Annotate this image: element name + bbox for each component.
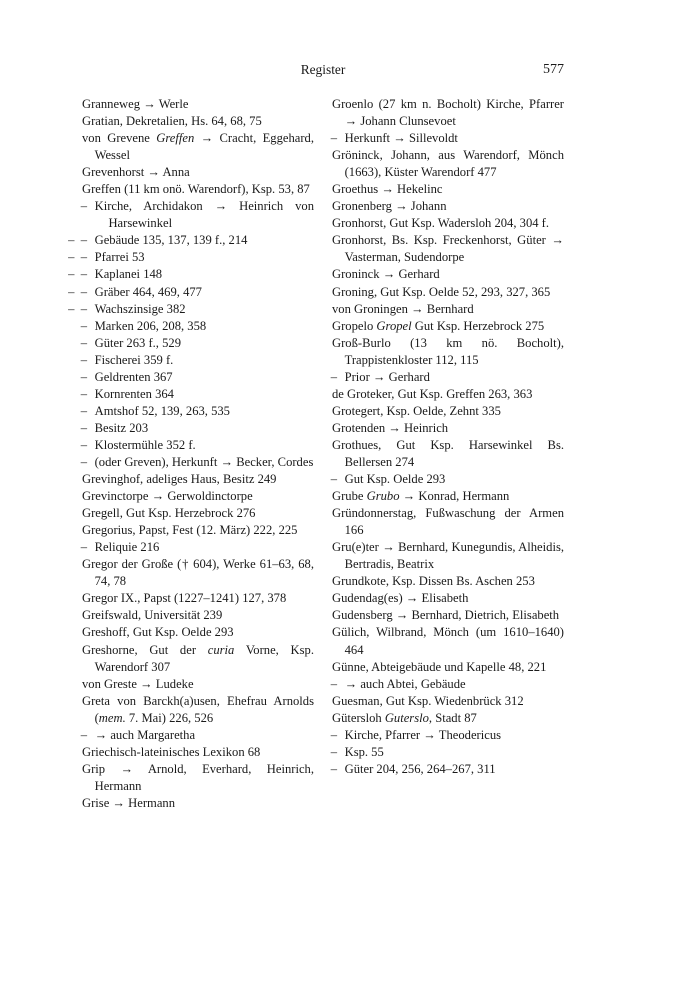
entry-text: → Cracht, Eggehard, Wessel	[94, 131, 314, 163]
index-entry: – Kirche, Pfarrer → Theodericus	[330, 727, 502, 742]
index-entry	[332, 573, 564, 590]
index-entry: – Reliquie 216	[80, 540, 160, 555]
entry-text: Grundkote, Ksp. Dissen Bs. Aschen 253	[332, 574, 535, 589]
entry-text: von Groningen → Bernhard	[332, 301, 474, 316]
entry-text: Gröninck, Johann, aus Warendorf, Mönch (1663), Küster Warendorf 477	[332, 148, 564, 180]
index-entry: – – Gebäude 135, 137, 139 f., 214	[68, 233, 248, 248]
index-entry: – → auch Abtei, Gebäude	[330, 676, 466, 691]
index-entry	[82, 181, 314, 198]
entry-text: de Groteker, Gut Ksp. Greffen 263, 363	[332, 386, 533, 401]
entry-text: Güter 204, 256, 264–267, 311	[344, 761, 496, 776]
entry-text: Gütersloh	[332, 710, 385, 725]
entry-italic-text: Greffen	[156, 131, 195, 146]
entry-text: Gregorius, Papst, Fest (12. März) 222, 225	[82, 523, 298, 538]
entry-text: Gudensberg → Bernhard, Dietrich, Elisabeth	[332, 608, 560, 623]
index-entry	[332, 147, 564, 181]
entry-text: Güter 263 f., 529	[94, 335, 181, 350]
entry-text: Geldrenten 367	[94, 369, 173, 384]
entry-text: Groenlo (27 km n. Bocholt) Kirche, Pfarrer → Johann Clunsevoet	[332, 97, 564, 129]
entry-text: Grothues, Gut Ksp. Harsewinkel Bs. Bellersen 274	[332, 437, 564, 469]
index-entry: – Güter 204, 256, 264–267, 311	[330, 761, 496, 776]
index-entry	[82, 556, 314, 590]
entry-text: Kaplanei 148	[94, 267, 163, 282]
header-title: Register	[300, 62, 346, 77]
entry-text: Groninck → Gerhard	[332, 267, 440, 282]
entry-text: Gregell, Gut Ksp. Herzebrock 276	[82, 506, 256, 521]
index-entry	[332, 437, 564, 471]
index-entry	[82, 96, 314, 113]
entry-text: Greshoff, Gut Ksp. Oelde 293	[82, 625, 234, 640]
index-column-left	[68, 96, 314, 812]
index-entry: – Prior → Gerhard	[330, 369, 430, 384]
index-entry: – → auch Margaretha	[80, 727, 196, 742]
index-entry: – Herkunft → Sillevoldt	[330, 131, 458, 146]
entry-text: Grevenhorst → Anna	[82, 165, 190, 180]
index-entry	[332, 335, 564, 369]
entry-text: Pfarrei 53	[94, 250, 145, 265]
index-entry	[332, 624, 564, 658]
index-entry	[332, 96, 564, 130]
index-entry	[82, 505, 314, 522]
entry-text: Gronhorst, Gut Ksp. Wadersloh 204, 304 f.	[332, 216, 550, 231]
index-entry	[332, 590, 564, 607]
entry-text: Marken 206, 208, 358	[94, 318, 207, 333]
index-entry	[332, 505, 564, 539]
entry-text: Groning, Gut Ksp. Oelde 52, 293, 327, 365	[332, 284, 551, 299]
entry-text: Grotegert, Ksp. Oelde, Zehnt 335	[332, 403, 501, 418]
index-entry	[332, 318, 564, 335]
entry-text: Gräber 464, 469, 477	[94, 284, 202, 299]
entry-text: Grise → Hermann	[82, 795, 176, 810]
index-entry	[82, 607, 314, 624]
entry-text: Grevinctorpe → Gerwoldinctorpe	[82, 489, 253, 504]
entry-text: Granneweg → Werle	[82, 97, 189, 111]
index-entry	[82, 113, 314, 130]
index-entry: – – Kaplanei 148	[68, 267, 163, 282]
entry-text: Reliquie 216	[94, 540, 160, 555]
entry-text: Günne, Abteigebäude und Kapelle 48, 221	[332, 659, 547, 674]
index-entry	[332, 607, 564, 624]
entry-text: Griechisch-lateinisches Lexikon 68	[82, 744, 261, 759]
entry-text: Gregor der Große († 604), Werke 61–63, 68, 74, 78	[82, 557, 314, 589]
entry-text: Gru(e)ter → Bernhard, Kunegundis, Alheidis, Bertradis, Beatrix	[332, 540, 564, 572]
page-number: 577	[543, 62, 564, 77]
entry-italic-text: Guterslo	[384, 710, 429, 725]
index-entry: – Kornrenten 364	[80, 386, 174, 401]
entry-text: , Stadt 87	[428, 710, 477, 725]
entry-text: → auch Abtei, Gebäude	[344, 676, 466, 691]
entry-text: von Greste → Ludeke	[82, 676, 194, 691]
index-entry	[82, 488, 314, 505]
entry-text: Gut Ksp. Herzebrock 275	[411, 318, 545, 333]
index-entry	[82, 130, 314, 164]
entry-text: Grube	[332, 489, 367, 504]
entry-text: Klostermühle 352 f.	[94, 437, 196, 452]
index-entry	[332, 403, 564, 420]
index-entry: – Ksp. 55	[330, 744, 384, 759]
index-entry	[332, 386, 564, 403]
entry-text: Greta von Barckh(a)usen, Ehefrau Arnolds (	[82, 693, 314, 725]
entry-text: Groß-Burlo (13 km nö. Bocholt), Trappistenkloster 112, 115	[332, 335, 564, 367]
entry-text: Grip → Arnold, Everhard, Heinrich, Hermann	[82, 761, 314, 793]
entry-text: Greshorne, Gut der	[82, 642, 208, 657]
entry-text: Amtshof 52, 139, 263, 535	[94, 403, 230, 418]
entry-text: → Konrad, Hermann	[399, 489, 510, 504]
entry-italic-text: Gropel	[376, 318, 412, 333]
entry-text: Gronhorst, Bs. Ksp. Freckenhorst, Güter → Vasterman, Sudendorpe	[332, 233, 564, 265]
index-entry: – Besitz 203	[80, 420, 149, 435]
index-entry	[82, 761, 314, 795]
entry-text: Grotenden → Heinrich	[332, 420, 449, 435]
index-entry: – Klostermühle 352 f.	[80, 437, 196, 452]
entry-text: Gropelo	[332, 318, 377, 333]
index-entry	[82, 522, 314, 539]
entry-text: Greifswald, Universität 239	[82, 608, 223, 623]
entry-text: Fischerei 359 f.	[94, 352, 174, 367]
entry-text: Gründonnerstag, Fußwaschung der Armen 166	[332, 506, 564, 538]
index-entry	[332, 284, 564, 301]
running-header	[82, 62, 564, 82]
entry-text: Gratian, Dekretalien, Hs. 64, 68, 75	[82, 114, 262, 129]
index-entry	[332, 659, 564, 676]
index-entry	[82, 795, 314, 812]
index-entry	[82, 693, 314, 727]
index-entry: – – Gräber 464, 469, 477	[68, 284, 202, 299]
entry-text: Gregor IX., Papst (1227–1241) 127, 378	[82, 591, 287, 606]
entry-text: Kirche, Pfarrer → Theodericus	[344, 727, 502, 742]
index-entry: – Amtshof 52, 139, 263, 535	[80, 403, 230, 418]
index-entry	[332, 488, 564, 505]
entry-italic-text: mem.	[98, 710, 126, 725]
index-entry	[332, 232, 564, 266]
entry-text: Gudendag(es) → Elisabeth	[332, 591, 469, 606]
entry-text: Kornrenten 364	[94, 386, 174, 401]
entry-text: Grevinghof, adeliges Haus, Besitz 249	[82, 472, 277, 487]
index-entry	[332, 693, 564, 710]
index-entry: – – Pfarrei 53	[68, 250, 145, 265]
index-entry: – Kirche, Archidakon → Heinrich von Harsewinkel	[80, 199, 314, 231]
entry-text: Groethus → Hekelinc	[332, 182, 443, 197]
index-entry	[332, 539, 564, 573]
entry-text: Vorne, Ksp. Warendorf 307	[94, 642, 314, 674]
entry-text: Gülich, Wilbrand, Mönch (um 1610–1640) 464	[332, 625, 564, 657]
entry-text: Ksp. 55	[344, 744, 384, 759]
entry-text: Greffen (11 km onö. Warendorf), Ksp. 53, 87	[82, 182, 310, 197]
entry-text: Besitz 203	[94, 420, 149, 435]
index-entry	[332, 420, 564, 437]
index-entry	[332, 215, 564, 232]
index-entry: – Fischerei 359 f.	[80, 352, 174, 367]
entry-italic-text: Grubo	[366, 489, 400, 504]
index-entry: – Gut Ksp. Oelde 293	[330, 472, 446, 487]
index-entry: – Marken 206, 208, 358	[80, 318, 207, 333]
index-entry	[82, 624, 314, 641]
index-entry	[82, 164, 314, 181]
entry-text: Wachszinsige 382	[94, 301, 186, 316]
entry-text: 7. Mai) 226, 526	[125, 710, 214, 725]
entry-text: Guesman, Gut Ksp. Wiedenbrück 312	[332, 693, 524, 708]
entry-text: Gut Ksp. Oelde 293	[344, 472, 446, 487]
index-entry: – (oder Greven), Herkunft → Becker, Cordes	[80, 454, 314, 469]
index-entry	[82, 471, 314, 488]
entry-text: (oder Greven), Herkunft → Becker, Cordes	[94, 454, 314, 469]
entry-text: → auch Margaretha	[94, 727, 196, 742]
entry-text: von Grevene	[82, 131, 157, 146]
index-entry	[332, 710, 564, 727]
index-entry	[332, 301, 564, 318]
index-entry	[82, 642, 314, 676]
index-entry	[332, 181, 564, 198]
entry-text: Herkunft → Sillevoldt	[344, 131, 458, 146]
entry-text: Gronenberg → Johann	[332, 199, 447, 214]
entry-text: Kirche, Archidakon → Heinrich von Harsewinkel	[94, 199, 314, 231]
entry-italic-text: curia	[207, 642, 235, 657]
index-entry: – – Wachszinsige 382	[68, 301, 186, 316]
index-entry	[332, 198, 564, 215]
index-entry: – Geldrenten 367	[80, 369, 173, 384]
index-column-right	[332, 96, 564, 778]
index-entry	[82, 744, 314, 761]
index-entry: – Güter 263 f., 529	[80, 335, 181, 350]
entry-text: Prior → Gerhard	[344, 369, 430, 384]
index-entry	[82, 676, 314, 693]
index-entry	[82, 590, 314, 607]
entry-text: Gebäude 135, 137, 139 f., 214	[94, 233, 248, 248]
index-entry	[332, 266, 564, 283]
